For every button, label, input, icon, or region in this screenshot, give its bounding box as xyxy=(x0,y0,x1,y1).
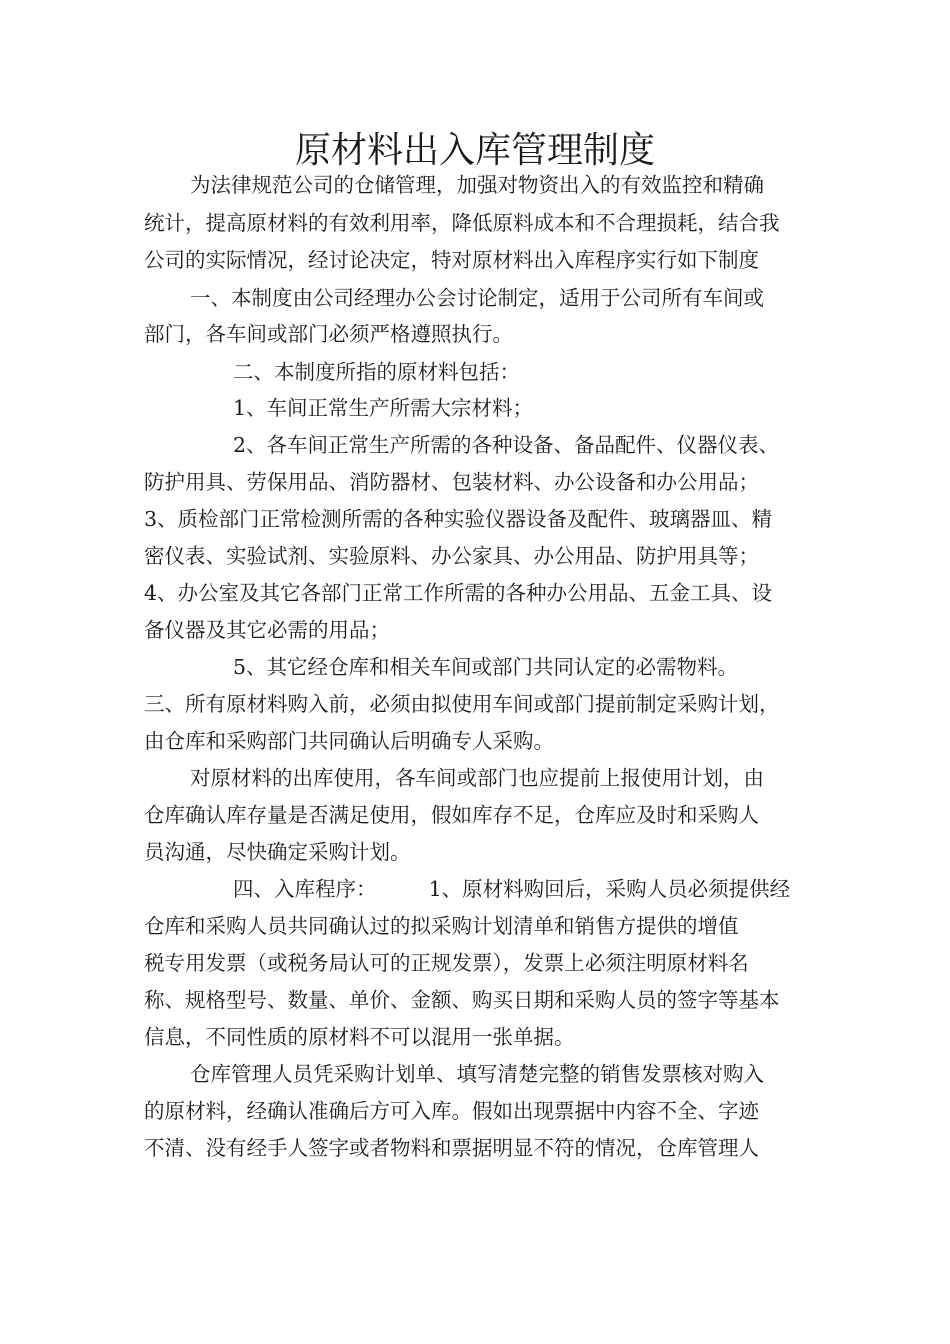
paragraph-line: 仓库确认库存量是否满足使用，假如库存不足，仓库应及时和采购人 xyxy=(144,803,759,827)
paragraph-line: 仓库和采购人员共同确认过的拟采购计划清单和销售方提供的增值 xyxy=(144,914,739,938)
paragraph-line: 4、办公室及其它各部门正常工作所需的各种办公用品、五金工具、设 xyxy=(144,581,773,605)
paragraph-line: 四、入库程序： 1、原材料购回后，采购人员必须提供经 xyxy=(233,877,791,901)
paragraph-line: 二、本制度所指的原材料包括： xyxy=(233,360,520,384)
paragraph-line: 公司的实际情况，经讨论决定，特对原材料出入库程序实行如下制度 xyxy=(144,248,759,272)
document-title: 原材料出入库管理制度 xyxy=(294,130,655,171)
paragraph-line: 由仓库和采购部门共同确认后明确专人采购。 xyxy=(144,729,554,753)
paragraph-line: 不清、没有经手人签字或者物料和票据明显不符的情况，仓库管理人 xyxy=(144,1136,759,1160)
paragraph-line: 称、规格型号、数量、单价、金额、购买日期和采购人员的签字等基本 xyxy=(144,988,780,1012)
paragraph-line: 的原材料，经确认准确后方可入库。假如出现票据中内容不全、字迹 xyxy=(144,1099,759,1123)
paragraph-line: 5、其它经仓库和相关车间或部门共同认定的必需物料。 xyxy=(233,655,739,679)
paragraph-line: 密仪表、实验试剂、实验原料、办公家具、办公用品、防护用具等； xyxy=(144,544,759,568)
paragraph-line: 为法律规范公司的仓储管理，加强对物资出入的有效监控和精确 xyxy=(190,173,764,197)
paragraph-line: 统计，提高原材料的有效利用率，降低原料成本和不合理损耗，结合我 xyxy=(144,211,780,235)
paragraph-line: 对原材料的出库使用，各车间或部门也应提前上报使用计划，由 xyxy=(190,766,764,790)
paragraph-line: 3、质检部门正常检测所需的各种实验仪器设备及配件、玻璃器皿、精 xyxy=(144,507,773,531)
paragraph-line: 三、所有原材料购入前，必须由拟使用车间或部门提前制定采购计划， xyxy=(144,692,780,716)
paragraph-line: 税专用发票（或税务局认可的正规发票），发票上必须注明原材料名 xyxy=(144,951,749,975)
paragraph-line: 仓库管理人员凭采购计划单、填写清楚完整的销售发票核对购入 xyxy=(190,1062,764,1086)
paragraph-line: 部门，各车间或部门必须严格遵照执行。 xyxy=(144,322,513,346)
paragraph-line: 备仪器及其它必需的用品； xyxy=(144,618,390,642)
paragraph-line: 1、车间正常生产所需大宗材料； xyxy=(233,396,534,420)
paragraph-line: 一、本制度由公司经理办公会讨论制定，适用于公司所有车间或 xyxy=(190,286,764,310)
paragraph-line: 员沟通，尽快确定采购计划。 xyxy=(144,840,411,864)
paragraph-line: 信息，不同性质的原材料不可以混用一张单据。 xyxy=(144,1025,575,1049)
paragraph-line: 2、各车间正常生产所需的各种设备、备品配件、仪器仪表、 xyxy=(233,433,780,457)
paragraph-line: 防护用具、劳保用品、消防器材、包装材料、办公设备和办公用品； xyxy=(144,470,759,494)
